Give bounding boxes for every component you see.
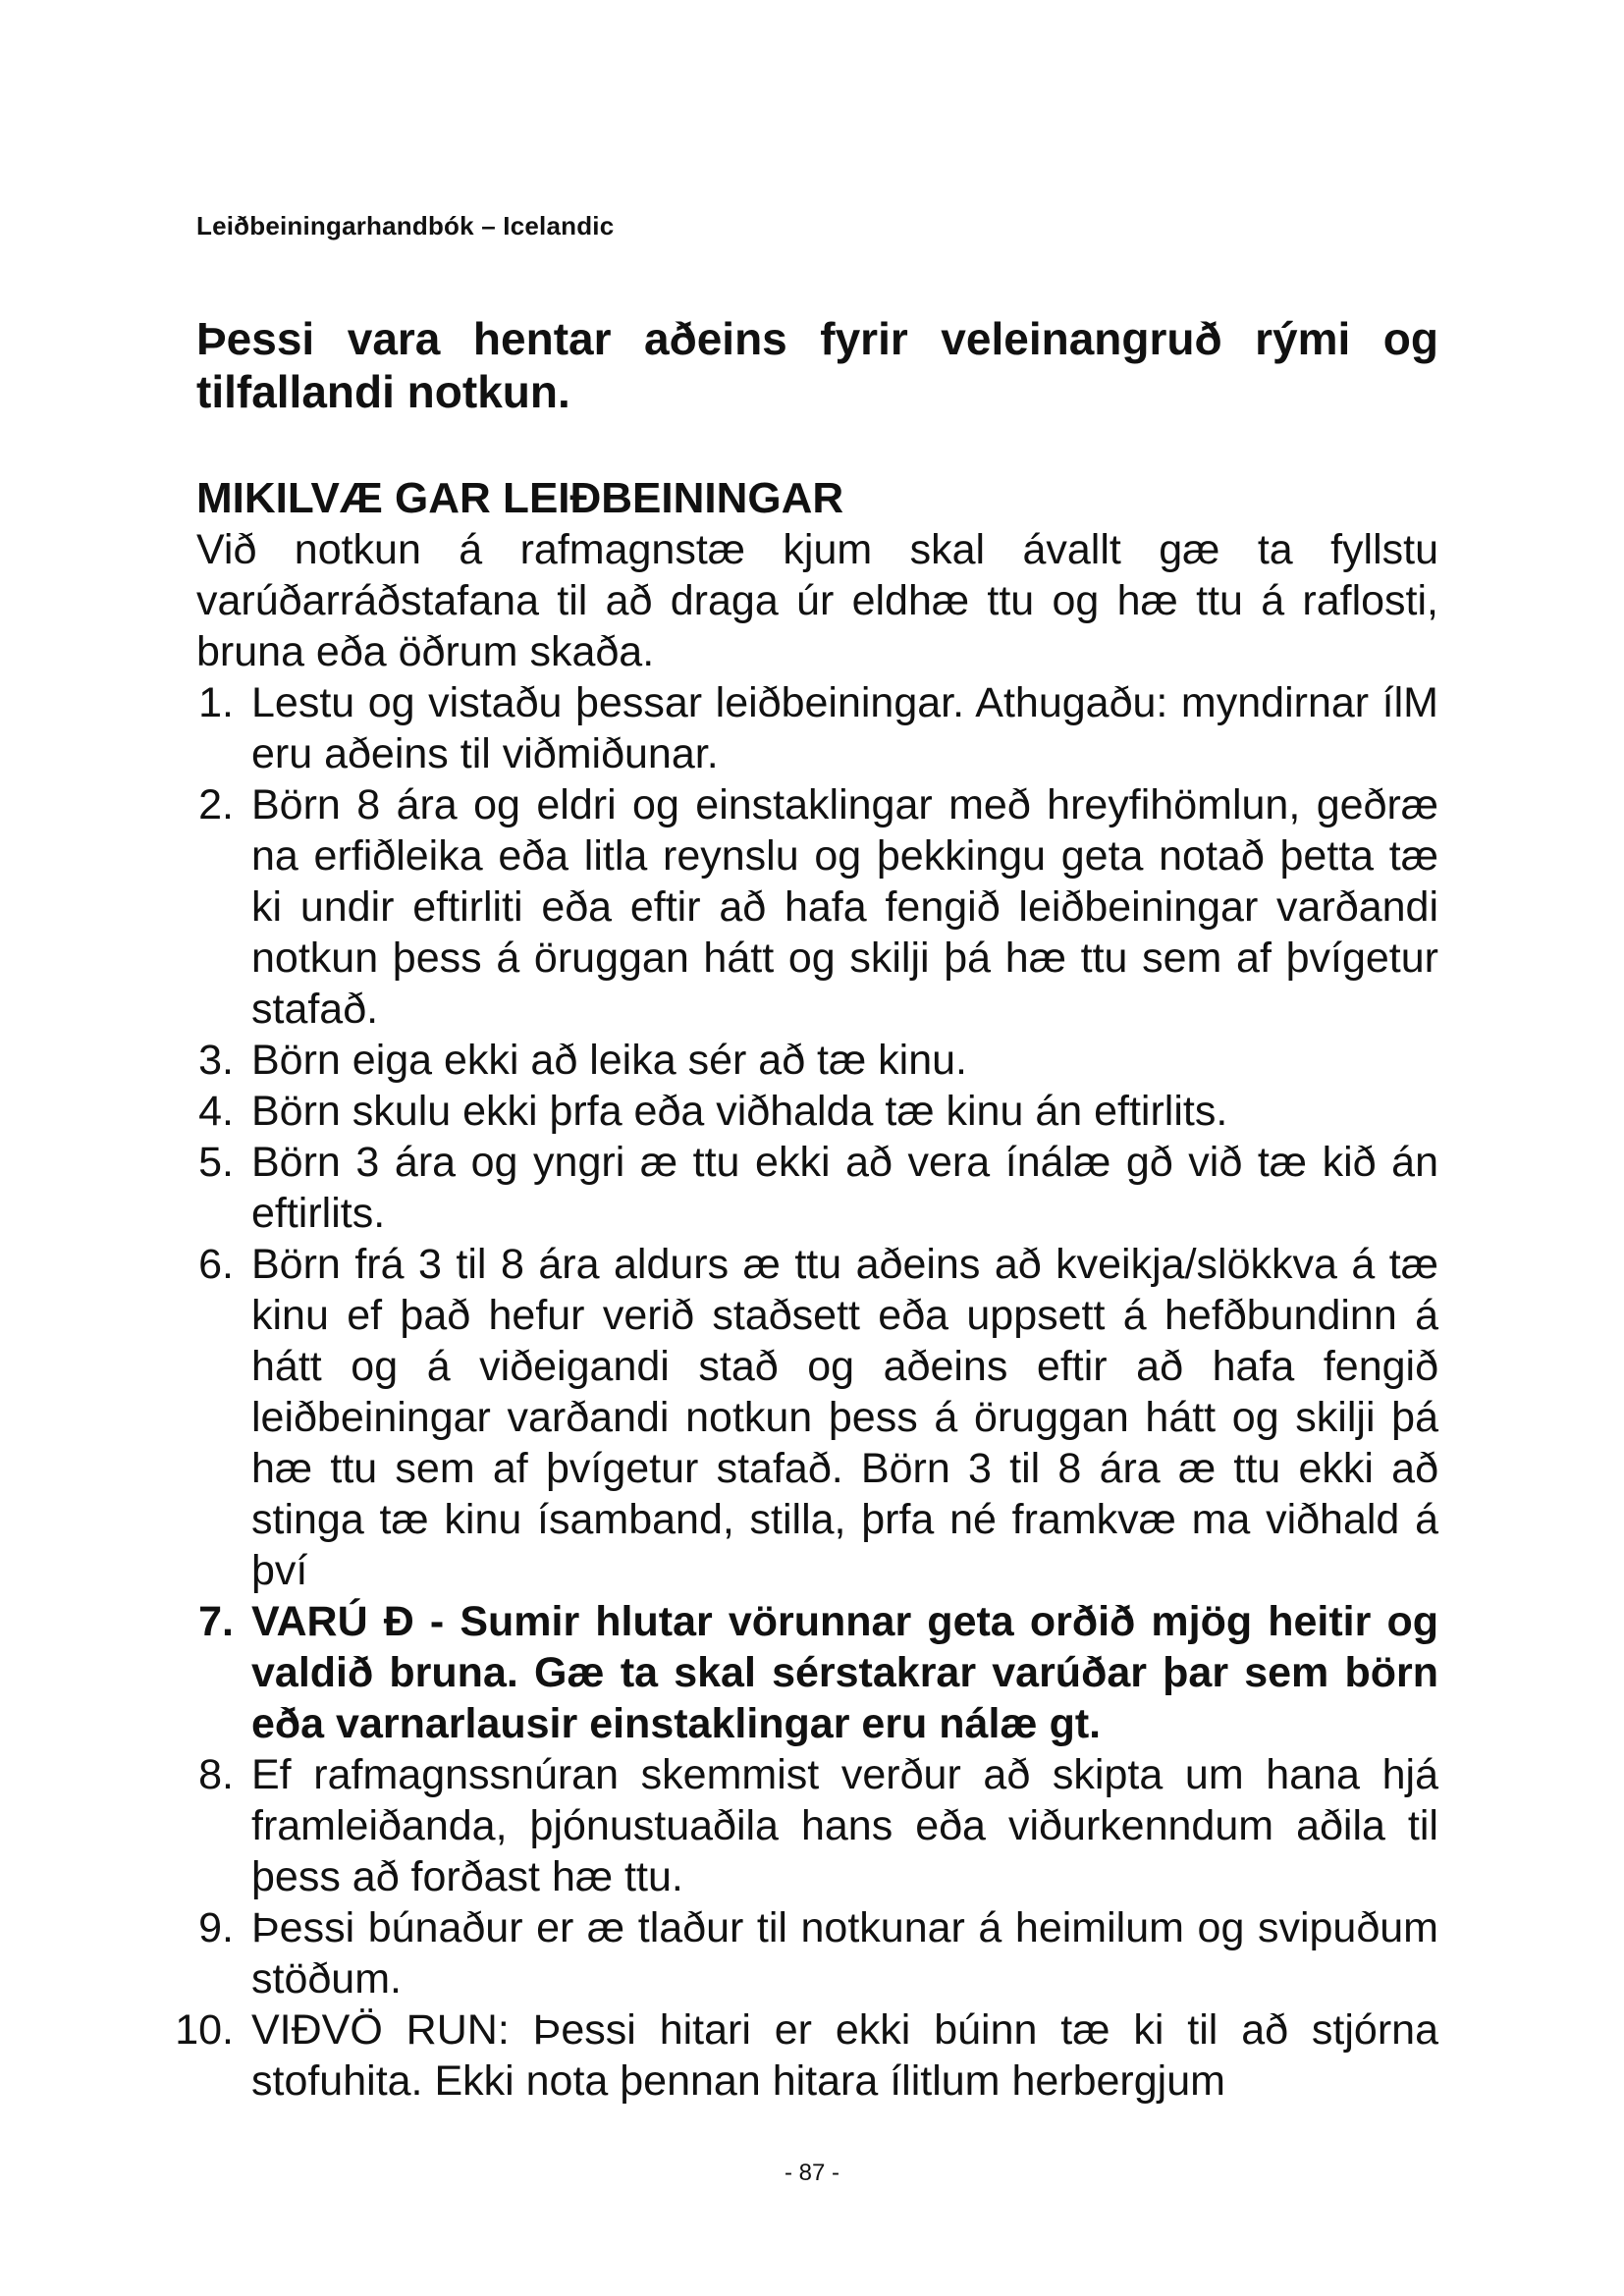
list-item-3 (196, 1035, 1438, 1086)
item-text: Börn skulu ekki þrfa eða viðhalda tæ kinu án eftirlits. (251, 1088, 1228, 1135)
item-text: VIÐVÖ RUN: Þessi hitari er ekki búinn tæ ki til að stjórna stofuhita. Ekki nota þennan hitara ílitlum herbergjum (251, 2006, 1438, 2105)
item-text: Þessi búnaður er æ tlaður til notkunar á heimilum og svipuðum stöðum. (251, 1904, 1438, 2002)
item-number: 10. (175, 2006, 234, 2054)
item-number: 7. (198, 1598, 234, 1645)
list-item-5 (196, 1137, 1438, 1239)
item-number: 8. (198, 1751, 234, 1798)
list-item-6 (196, 1239, 1438, 1596)
list-item-1 (196, 677, 1438, 779)
item-text: VARÚ Ð - Sumir hlutar vörunnar geta orðið mjög heitir og valdið bruna. Gæ ta skal sérstakrar varúðar þar sem börn eða varnarlausir einstaklingar eru nálæ gt. (251, 1598, 1438, 1747)
document-body (175, 312, 1438, 2107)
section-intro: Við notkun á rafmagnstæ kjum skal ávallt gæ ta fyllstu varúðarráðstafana til að draga úr eldhæ ttu og hæ ttu á raflosti, bruna eða öðrum skaða. (196, 526, 1438, 675)
item-number: 3. (198, 1037, 234, 1084)
list-item-7-warning (196, 1596, 1438, 1749)
item-text: Börn eiga ekki að leika sér að tæ kinu. (251, 1037, 968, 1084)
item-number: 4. (198, 1088, 234, 1135)
list-item-2 (196, 779, 1438, 1035)
list-item-8 (196, 1749, 1438, 1902)
item-text: Börn 8 ára og eldri og einstaklingar með hreyfihömlun, geðræ na erfiðleika eða litla reynslu og þekkingu geta notað þetta tæ ki undir eftirliti eða eftir að hafa fengið leiðbeiningar varðandi notkun þess á öruggan hátt og skilji þá hæ ttu sem af þvígetur stafað. (251, 781, 1438, 1033)
instruction-list (175, 677, 1438, 2107)
section-title: MIKILVÆ GAR LEIÐBEININGAR (196, 474, 844, 522)
item-text: Börn 3 ára og yngri æ ttu ekki að vera ínálæ gð við tæ kið án eftirlits. (251, 1139, 1438, 1237)
item-text: Lestu og vistaðu þessar leiðbeiningar. Athugaðu: myndirnar ílM eru aðeins til viðmiðunar. (251, 679, 1438, 777)
item-number: 6. (198, 1241, 234, 1288)
list-item-10 (175, 2004, 1438, 2107)
item-text: Börn frá 3 til 8 ára aldurs æ ttu aðeins að kveikja/slökkva á tæ kinu ef það hefur verið staðsett eða uppsett á hefðbundinn á hátt og á viðeigandi stað og aðeins eftir að hafa fengið leiðbeiningar varðandi notkun þess á öruggan hátt og skilji þá hæ ttu sem af þvígetur stafað. Börn 3 til 8 ára æ ttu ekki að stinga tæ kinu ísamband, stilla, þrfa né framkvæ ma viðhald á því (251, 1241, 1438, 1594)
page-header: Leiðbeiningarhandbók – Icelandic (196, 211, 615, 240)
item-number: 2. (198, 781, 234, 828)
list-item-9 (196, 1902, 1438, 2004)
intro-statement: Þessi vara hentar aðeins fyrir veleinangruð rými og tilfallandi notkun. (196, 313, 1438, 417)
list-item-4 (196, 1086, 1438, 1137)
item-number: 9. (198, 1904, 234, 1951)
page-number: - 87 - (784, 2160, 839, 2186)
item-number: 5. (198, 1139, 234, 1186)
item-text: Ef rafmagnssnúran skemmist verður að skipta um hana hjá framleiðanda, þjónustuaðila hans eða viðurkenndum aðila til þess að forðast hæ ttu. (251, 1751, 1438, 1900)
item-number: 1. (198, 679, 234, 726)
